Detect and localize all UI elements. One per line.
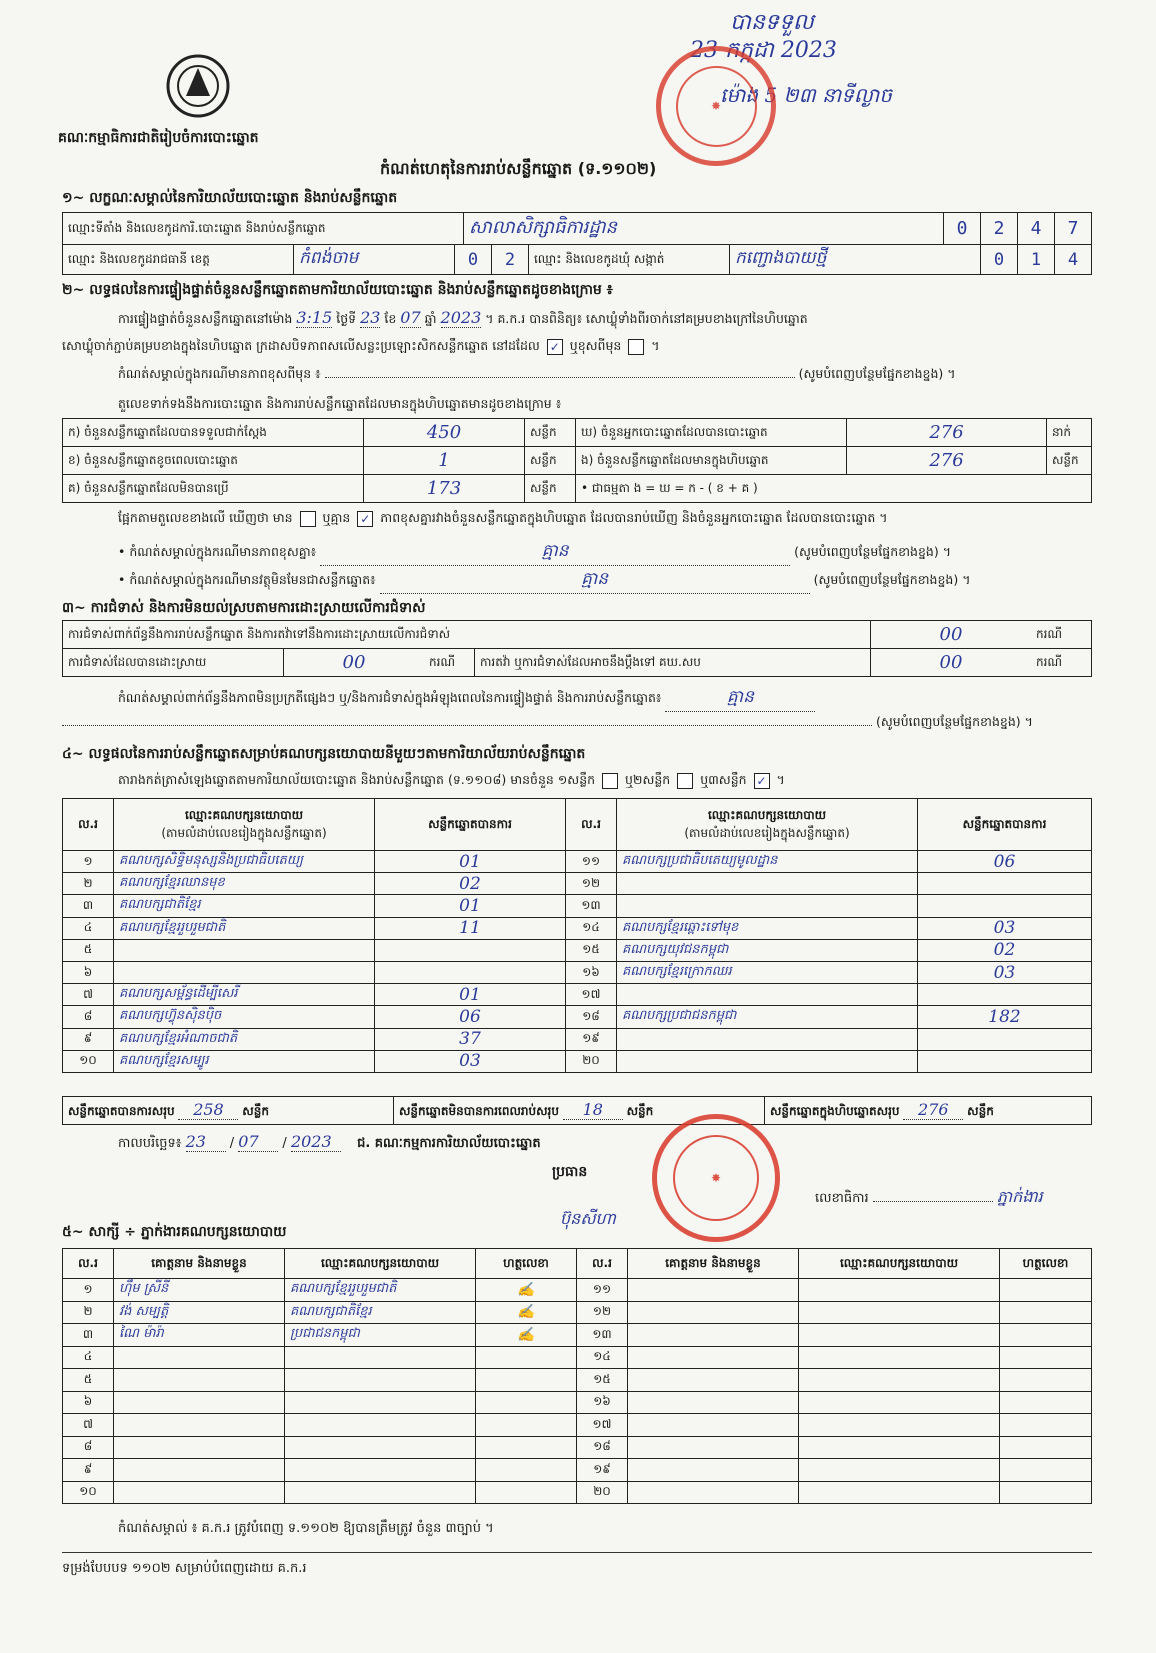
fig-e-value: 276 [847,447,1047,475]
witness-name [628,1301,799,1324]
station-value: សាលាសិក្សាធិការដ្ឋាន [464,213,944,245]
witness-signature [1000,1414,1092,1437]
witness-name [114,1459,285,1482]
table-row [63,1324,1092,1347]
party-name [114,961,375,983]
commune-code-3: 4 [1055,245,1092,275]
form-title: កំណត់ហេតុនៃការរាប់សន្លឹកឆ្នោត (ទ.១១០២) [380,159,657,178]
witness-name [114,1391,285,1414]
fig-c-label: គ) ចំនួនសន្លឹកឆ្នោតដែលមិនបានប្រើ [63,475,364,503]
col-votes-2: សន្លឹកឆ្នោតបានការ [918,799,1092,851]
witness-no: ១៥ [577,1369,628,1392]
commune-label: ឈ្មោះ និងលេខកូដឃុំ សង្កាត់ [529,245,730,275]
row-no: ១១ [566,851,617,873]
figures-intro: តួលេខទាក់ទងនឹងការបោះឆ្នោត និងការរាប់សន្លឹកឆ្នោតដែលមានក្នុងហិបឆ្នោតមានដូចខាងក្រោម ៖ [118,396,562,411]
fig-c-unit: សន្លឹក [525,475,576,503]
witness-name [628,1369,799,1392]
section2-heading: ២~ លទ្ធផលនៃការផ្ទៀងផ្ទាត់ចំនួនសន្លឹកឆ្នោតតាមការិយាល័យបោះឆ្នោត និងរាប់សន្លឹកឆ្នោតដូចខាងក្រោម ៖ [62,282,613,298]
w-col-party-2: ឈ្មោះគណបក្សនយោបាយ [799,1249,1000,1279]
fig-d-label: ឃ) ចំនួនអ្នកបោះឆ្នោតដែលបានបោះឆ្នោត [576,419,847,447]
party-name: គណបក្សខ្មែរសម្បូរ [114,1050,375,1072]
section4-heading: ៤~ លទ្ធផលនៃការរាប់សន្លឹកឆ្នោតសម្រាប់គណបក្សនយោបាយនីមួយៗតាមការិយាល័យរាប់សន្លឹកឆ្នោត [62,746,586,762]
received-note: បានទទួល [730,10,814,35]
witness-signature [476,1369,577,1392]
party-votes: 03 [918,961,1092,983]
party-name: គណបក្សយុវជនកម្ពុជា [617,939,918,961]
col-votes: សន្លឹកឆ្នោតបានការ [375,799,566,851]
station-code-3: 4 [1018,213,1055,245]
formula: • ជាធម្មតា ង = ឃ = ក - ( ខ + គ ) [576,475,1092,503]
object-note-line: • កំណត់សម្គាល់ក្នុងករណីមានវត្ថុមិនមែនជាសន្លឹកឆ្នោត៖ គ្មាន (សូមបំពេញបន្ថែមផ្នែកខាងខ្នង) ។ [118,568,1093,594]
row-no: ៥ [63,939,114,961]
party-name: គណបក្សខ្មែររួបរួមជាតិ [114,917,375,939]
party-votes [918,984,1092,1006]
witness-signature [1000,1436,1092,1459]
witness-signature [476,1391,577,1414]
has-diff-checkbox[interactable] [300,511,316,527]
tally-sheet-line: តារាងកត់ត្រាសំឡេងឆ្នោតតាមការិយាល័យបោះឆ្នោត និងរាប់សន្លឹកឆ្នោត (ទ.១១០៨) មានចំនួន ១សន្លឹក ឬ២សន្លឹក ឬ៣សន្លឹក ✓ ។ [118,772,785,788]
witness-name [628,1481,799,1504]
witness-party [799,1279,1000,1302]
verify-month: 07 [400,308,421,327]
row-no: ១៧ [566,984,617,1006]
witness-name [628,1414,799,1437]
witness-name [114,1414,285,1437]
witness-party [799,1459,1000,1482]
section1-table-b [62,244,1092,275]
party-name [114,939,375,961]
fig-b-unit: សន្លឹក [525,447,576,475]
footer-rule [62,1552,1092,1553]
party-votes: 182 [918,1006,1092,1028]
province-code-2: 2 [492,245,529,275]
witness-no: ៩ [63,1459,114,1482]
nec-logo [158,52,238,120]
section3-heading: ៣~ ការជំទាស់ និងការមិនយល់ស្របតាមការដោះស្រាយលើការជំទាស់ [62,600,426,616]
row-no: ១៣ [566,895,617,917]
province-value: កំពង់ចាម [294,245,455,275]
party-votes: 03 [375,1050,566,1072]
totals-table [62,1096,1092,1125]
objections-value: 00 [871,621,1032,649]
resolved-label: ការជំទាស់ដែលបានដោះស្រាយ [63,649,284,677]
witness-no: ១០ [63,1481,114,1504]
table-row [63,895,1092,917]
witness-name [114,1481,285,1504]
party-name: គណបក្សប្រជាជនកម្ពុជា [617,1006,918,1028]
sign-date-line: កាលបរិច្ឆេទ៖ 23 / 07 / 2023 ជ. គណៈកម្មការការិយាល័យបោះឆ្នោត [118,1132,541,1151]
witness-party: ប្រជាជនកម្ពុជា [285,1324,476,1347]
fig-a-label: ក) ចំនួនសន្លឹកឆ្នោតដែលបានទទួលជាក់ស្តែង [63,419,364,447]
table-row [63,1006,1092,1028]
witness-signature [1000,1481,1092,1504]
witness-signature [1000,1459,1092,1482]
col-party-2: ឈ្មោះគណបក្សនយោបាយ (តាមលំដាប់លេខរៀងក្នុងសន្លឹកឆ្នោត) [617,799,918,851]
party-votes: 11 [375,917,566,939]
commune-value: កញ្ជោងបាយថ្មី [730,245,981,275]
witness-signature [1000,1391,1092,1414]
witness-party [285,1459,476,1482]
party-votes: 06 [918,851,1092,873]
witness-no: ២ [63,1301,114,1324]
irregularity-line-2: (សូមបំពេញបន្ថែមផ្នែកខាងខ្នង) ។ [62,714,1092,733]
witness-signature: ✍ [476,1301,577,1324]
party-votes: 01 [375,851,566,873]
section5-heading: ៥~ សាក្សី ÷ ភ្នាក់ងារគណបក្សនយោបាយ [62,1224,287,1240]
witness-name [628,1391,799,1414]
row-no: ១៥ [566,939,617,961]
fig-b-value: 1 [364,447,525,475]
party-votes [918,895,1092,917]
row-no: ៩ [63,1028,114,1050]
station-code-2: 2 [981,213,1018,245]
total-box: សន្លឹកឆ្នោតក្នុងហិបឆ្នោតសរុប 276 សន្លឹក [765,1097,1092,1125]
party-name: គណបក្សហ៊្វុនស៊ិនប៉ិច [114,1006,375,1028]
table-row [63,873,1092,895]
party-name: គណបក្សខ្មែរឆ្ពោះទៅមុខ [617,917,918,939]
verify-year: 2023 [440,308,482,327]
witness-signature [476,1346,577,1369]
table-row [63,1301,1092,1324]
table-row [63,917,1092,939]
row-no: ២០ [566,1050,617,1072]
table-row [63,984,1092,1006]
table-row [63,1346,1092,1369]
party-votes [375,939,566,961]
witness-no: ៧ [63,1414,114,1437]
verify-day: 23 [360,308,381,327]
committee-name: គណៈកម្មាធិការជាតិរៀបចំការបោះឆ្នោត [58,130,259,146]
party-votes: 02 [918,939,1092,961]
party-votes: 02 [375,873,566,895]
object-value: គ្មាន [380,568,810,594]
fig-a-value: 450 [364,419,525,447]
w-col-name-2: គោត្តនាម និងនាមខ្លួន [628,1249,799,1279]
fig-c-value: 173 [364,475,525,503]
witness-party [285,1481,476,1504]
table-row [63,1369,1092,1392]
witness-no: ១៣ [577,1324,628,1347]
same-checkbox[interactable]: ✓ [547,339,563,355]
witness-no: ៣ [63,1324,114,1347]
w-col-sign-2: ហត្ថលេខា [1000,1249,1092,1279]
witness-signature [1000,1301,1092,1324]
secretary-line: លេខាធិការ ភ្នាក់ងារ [815,1187,1043,1206]
witness-no: ១៨ [577,1436,628,1459]
witness-party [285,1414,476,1437]
table-row [63,1414,1092,1437]
witness-no: ១ [63,1279,114,1302]
verify-time: 3:15 [296,308,333,327]
station-code-1: 0 [944,213,981,245]
irregularity-note: កំណត់សម្គាល់ពាក់ព័ន្ធនឹងភាពមិនប្រក្រតីផ្សេងៗ ឬ/និងការជំទាស់ក្នុងអំឡុងពេលនៃការផ្ទៀងផ្ទាត់ និងការរាប់សន្លឹកឆ្នោត៖ គ្មាន [118,686,1093,712]
verify-line-2: សោឃ្លុំចាក់ភ្ជាប់គម្របខាងក្នុងនៃហិបឆ្នោត ក្រដាសបិទភាពសលើសន្លះប្រឡោះសិកសន្លឹកឆ្នោត នៅដដែល ✓ ឬខុសពីមុន ។ [62,338,660,354]
witness-party [285,1436,476,1459]
w-col-no-2: ល.រ [577,1249,628,1279]
form-footer: ទម្រង់បែបបទ ១១០២ សម្រាប់បំពេញដោយ គ.ក.រ [62,1561,307,1576]
table-row [63,1050,1092,1072]
row-no: ៨ [63,1006,114,1028]
footnote: កំណត់សម្គាល់ ៖ គ.ក.រ ត្រូវបំពេញ ទ.១១០២ ឱ្យបានត្រឹមត្រូវ ចំនួន ៣ច្បាប់ ។ [118,1521,494,1536]
row-no: ១៨ [566,1006,617,1028]
witness-party [799,1301,1000,1324]
witness-no: ១៤ [577,1346,628,1369]
w-col-sign: ហត្ថលេខា [476,1249,577,1279]
party-name [617,1050,918,1072]
row-no: ៦ [63,961,114,983]
party-votes: 06 [375,1006,566,1028]
objections-label: ការជំទាស់ពាក់ព័ន្ធនឹងការរាប់សន្លឹកឆ្នោត និងការតវ៉ាទៅនឹងការដោះស្រាយលើការជំទាស់ [63,621,871,649]
table-row [63,1436,1092,1459]
party-votes [918,1050,1092,1072]
party-votes [918,1028,1092,1050]
witness-party [285,1369,476,1392]
witness-party: គណបក្សខ្មែររួបរួមជាតិ [285,1279,476,1302]
objections-table [62,620,1092,677]
witness-name [628,1324,799,1347]
section1-heading: ១~ លក្ខណៈសម្គាល់នៃការិយាល័យបោះឆ្នោត និងរាប់សន្លឹកឆ្នោត [62,190,398,206]
w-col-party: ឈ្មោះគណបក្សនយោបាយ [285,1249,476,1279]
witness-signature [476,1436,577,1459]
witness-name [628,1459,799,1482]
witness-party: គណបក្សជាតិខ្មែរ [285,1301,476,1324]
chair-label: ប្រធាន [552,1164,588,1180]
col-no-2: ល.រ [566,799,617,851]
w-col-no: ល.រ [63,1249,114,1279]
witness-table [62,1248,1092,1504]
witness-no: ៥ [63,1369,114,1392]
party-name: គណបក្សខ្មែរឈានមុខ [114,873,375,895]
col-no: ល.រ [63,799,114,851]
witness-no: ១៧ [577,1414,628,1437]
witness-party [799,1324,1000,1347]
witness-signature [476,1459,577,1482]
witness-party [799,1436,1000,1459]
appeal-value: 00 [871,649,1032,677]
station-label: ឈ្មោះទីតាំង និងលេខកូដការិ.បោះឆ្នោត និងរាប់សន្លឹកឆ្នោត [63,213,464,245]
total-valid: សន្លឹកឆ្នោតបានការសរុប 258 សន្លឹក [63,1097,394,1125]
table-row [63,961,1092,983]
table-row [63,1279,1092,1302]
witness-party [285,1391,476,1414]
province-label: ឈ្មោះ និងលេខកូដរាជធានី ខេត្ត [63,245,294,275]
party-name: គណបក្សខ្មែរអំណាចជាតិ [114,1028,375,1050]
secretary-signature: ភ្នាក់ងារ [996,1187,1043,1206]
witness-name [628,1436,799,1459]
irregularity-value: គ្មាន [665,686,815,712]
witness-party [799,1391,1000,1414]
total-invalid: សន្លឹកឆ្នោតមិនបានការពេលរាប់សរុប 18 សន្លឹក [394,1097,765,1125]
table-row [63,1028,1092,1050]
fig-a-unit: សន្លឹក [525,419,576,447]
received-date: 23 កក្កដា 2023 [690,38,837,63]
fig-d-value: 276 [847,419,1047,447]
objections-unit: ករណី [1031,621,1092,649]
witness-signature: ✍ [476,1324,577,1347]
different-checkbox[interactable] [628,339,644,355]
figures-table [62,418,1092,503]
party-name: គណបក្សជាតិខ្មែរ [114,895,375,917]
resolved-value: 00 [284,649,425,677]
fig-b-label: ខ) ចំនួនសន្លឹកឆ្នោតខូចពេលបោះឆ្នោត [63,447,364,475]
party-name [617,984,918,1006]
witness-no: ១៩ [577,1459,628,1482]
fig-e-unit: សន្លឹក [1047,447,1092,475]
results-table [62,798,1092,1073]
witness-signature: ✍ [476,1279,577,1302]
one-sheet-checkbox[interactable] [602,773,618,789]
witness-party [285,1346,476,1369]
witness-signature [1000,1369,1092,1392]
province-code-1: 0 [455,245,492,275]
party-votes: 37 [375,1028,566,1050]
resolved-unit: ករណី [424,649,475,677]
row-no: ១៩ [566,1028,617,1050]
table-row [63,851,1092,873]
witness-party [799,1481,1000,1504]
witness-no: ៨ [63,1436,114,1459]
three-sheet-checkbox[interactable]: ✓ [754,773,770,789]
party-name [617,895,918,917]
diff-note-line: • កំណត់សម្គាល់ក្នុងករណីមានភាពខុសគ្នា៖ គ្មាន (សូមបំពេញបន្ថែមផ្នែកខាងខ្នង) ។ [118,540,1093,566]
two-sheet-checkbox[interactable] [677,773,693,789]
col-party: ឈ្មោះគណបក្សនយោបាយ (តាមលំដាប់លេខរៀងក្នុងសន្លឹកឆ្នោត) [114,799,375,851]
party-name [617,1028,918,1050]
witness-signature [1000,1324,1092,1347]
party-votes: 03 [918,917,1092,939]
row-no: ៣ [63,895,114,917]
witness-no: ៦ [63,1391,114,1414]
fig-d-unit: នាក់ [1047,419,1092,447]
party-votes [918,873,1092,895]
witness-name [114,1436,285,1459]
witness-name [114,1369,285,1392]
appeal-unit: ករណី [1031,649,1092,677]
row-no: ១៤ [566,917,617,939]
row-no: ៧ [63,984,114,1006]
section1-table [62,212,1092,245]
table-row [63,1391,1092,1414]
table-row [63,1459,1092,1482]
change-note-line: កំណត់សម្គាល់ក្នុងករណីមានភាពខុសពីមុន ៖ (សូមបំពេញបន្ថែមផ្នែកខាងខ្នង) ។ [118,366,956,381]
appeal-label: ការតវ៉ា ឬការជំទាស់ដែលអាចនឹងប្តឹងទៅ គឃ.សប [475,649,871,677]
row-no: ១២ [566,873,617,895]
verify-line-1: ការផ្ទៀងផ្ទាត់ចំនួនសន្លឹកឆ្នោតនៅម៉ោង 3:15 ថ្ងៃទី 23 ខែ 07 ឆ្នាំ 2023 ។ គ.ក.រ បានពិនិត្យ៖ សោឃ្លុំទាំងពីរចាក់នៅគម្របខាងក្រៅនៃហិបឆ្នោត [118,308,808,327]
witness-name: ណៃ ម៉ារ៉ា [114,1324,285,1347]
party-name: គណបក្សសម្ព័ន្ធដើម្បីសេរី [114,984,375,1006]
w-col-name: គោត្តនាម និងនាមខ្លួន [114,1249,285,1279]
witness-no: ១២ [577,1301,628,1324]
table-row [63,939,1092,961]
compare-line: ផ្អែកតាមតួលេខខាងលើ ឃើញថា មាន ឬគ្មាន ✓ ភាពខុសគ្នារវាងចំនួនសន្លឹកឆ្នោតក្នុងហិបឆ្នោត ដែលបានរាប់ឃើញ និងចំនួនអ្នកបោះឆ្នោត ដែលបានបោះឆ្នោត ។ [118,510,888,526]
row-no: ៤ [63,917,114,939]
table-row [63,1481,1092,1504]
party-votes: 01 [375,984,566,1006]
diff-value: គ្មាន [320,540,790,566]
witness-name [628,1279,799,1302]
row-no: ២ [63,873,114,895]
party-votes [375,961,566,983]
witness-party [799,1346,1000,1369]
witness-name [628,1346,799,1369]
official-stamp-bottom: ✸ [652,1114,780,1242]
witness-name [114,1346,285,1369]
commune-code-2: 1 [1018,245,1055,275]
witness-party [799,1369,1000,1392]
witness-signature [476,1414,577,1437]
received-time: ម៉ោង 5 ២៣ នាទីល្ងាច [720,83,892,107]
witness-signature [1000,1346,1092,1369]
official-stamp-top: ✸ [656,46,776,166]
witness-no: ១១ [577,1279,628,1302]
no-diff-checkbox[interactable]: ✓ [357,511,373,527]
commune-code-1: 0 [981,245,1018,275]
witness-no: ៤ [63,1346,114,1369]
witness-no: ២០ [577,1481,628,1504]
witness-no: ១៦ [577,1391,628,1414]
row-no: ១ [63,851,114,873]
witness-signature [476,1481,577,1504]
row-no: ១៦ [566,961,617,983]
witness-signature [1000,1279,1092,1302]
party-name: គណបក្សប្រជាធិបតេយ្យមូលដ្ឋាន [617,851,918,873]
fig-e-label: ង) ចំនួនសន្លឹកឆ្នោតដែលមានក្នុងហិបឆ្នោត [576,447,847,475]
witness-name: វង់ សម្បត្តិ [114,1301,285,1324]
witness-party [799,1414,1000,1437]
party-name: គណបក្សខ្មែរក្រោកឈរ [617,961,918,983]
party-name: គណបក្សសិទ្ធិមនុស្សនិងប្រជាធិបតេយ្យ [114,851,375,873]
party-name [617,873,918,895]
station-code-4: 7 [1055,213,1092,245]
chair-signature: ប៊ុនសីហា [560,1209,616,1228]
witness-name: ហ៊ឹម ស្រីនី [114,1279,285,1302]
party-votes: 01 [375,895,566,917]
row-no: ១០ [63,1050,114,1072]
